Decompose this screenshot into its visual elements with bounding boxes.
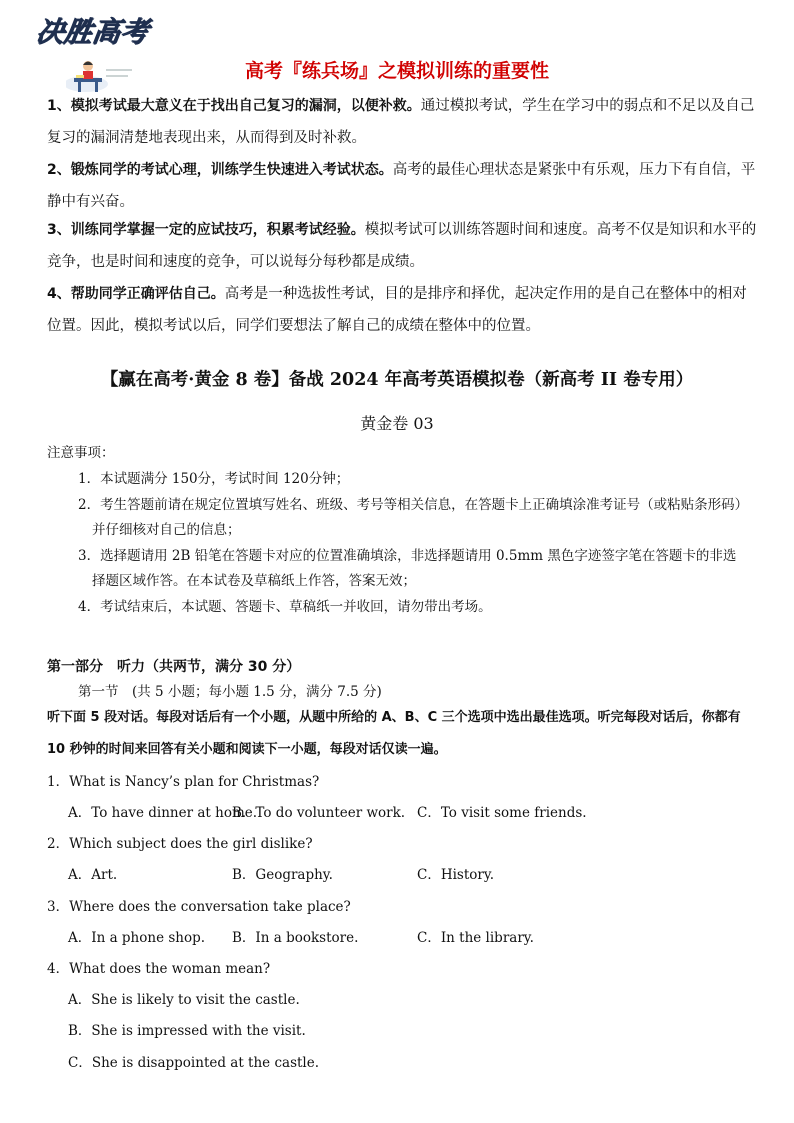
point-2-bold: 2、锻炼同学的考试心理，训练学生快速进入考试状态。: [47, 162, 393, 178]
doc-subtitle: 黄金卷 03: [360, 414, 434, 433]
option-3c: C．In the library.: [417, 930, 534, 946]
logo-text: 决胜高考: [33, 15, 151, 48]
notice-item: 1．本试题满分 150分，考试时间 120分钟；: [78, 471, 350, 487]
option-1a: A．To have dinner at home.: [68, 805, 258, 821]
point-2-text: 高考的最佳心理状态是紧张中有乐观，压力下有自信，平静中有兴奋。: [47, 162, 756, 210]
option-3b: B．In a bookstore.: [232, 930, 359, 946]
point-2: [47, 155, 757, 218]
point-1-bold: 1、模拟考试最大意义在于找出自己复习的漏洞，以便补救。: [47, 98, 421, 114]
listening-instruction: 听下面 5 段对话。每段对话后有一个小题，从题中所给的 A、B、C 三个选项中选出最佳选项。听完每段对话后，你都有 10 秒钟的时间来回答有关小题和阅读下一小题，每段对话仅读一遍。: [47, 710, 741, 757]
point-4: [47, 279, 757, 342]
option-1b: B．To do volunteer work.: [232, 805, 406, 821]
notice-item: 3．选择题请用 2B 铅笔在答题卡对应的位置准确填涂，非选择题请用 0.5mm 黑色字迹签字笔在答题卡的非选择题区域作答。在本试卷及草稿纸上作答，答案无效；: [78, 547, 737, 589]
point-3-text: 模拟考试可以训练答题时间和速度。高考不仅是知识和水平的竞争，也是时间和速度的竞争，可以说每分每秒都是成绩。: [47, 222, 757, 270]
notice-list: [78, 467, 748, 620]
point-3-bold: 3、训练同学掌握一定的应试技巧，积累考试经验。: [47, 222, 365, 238]
option-4a: A．She is likely to visit the castle.: [68, 992, 300, 1008]
question-2: 2．Which subject does the girl dislike?: [47, 836, 313, 852]
option-1c: C．To visit some friends.: [417, 805, 587, 821]
point-4-text: 高考是一种选拔性考试，目的是排序和择优，起决定作用的是自己在整体中的相对位置。因此，模拟考试以后，同学们要想法了解自己的成绩在整体中的位置。: [47, 286, 747, 334]
point-4-bold: 4、帮助同学正确评估自己。: [47, 286, 225, 302]
option-2a: A．Art.: [68, 867, 118, 883]
notice-item: 4．考试结束后，本试题、答题卡、草稿纸一并收回，请勿带出考场。: [78, 598, 492, 615]
option-4c: C．She is disappointed at the castle.: [68, 1055, 320, 1071]
notice-item: 2．考生答题前请在规定位置填写姓名、班级、考号等相关信息，在答题卡上正确填涂准考证号（或粘贴条形码）并仔细核对自己的信息；: [78, 496, 742, 538]
point-1: [47, 91, 757, 154]
option-2b: B．Geography.: [232, 867, 333, 883]
question-3: 3．Where does the conversation take place?: [47, 899, 351, 915]
option-4b: B．She is impressed with the visit.: [68, 1023, 306, 1039]
option-3a: A．In a phone shop.: [68, 930, 206, 946]
doc-title: 【赢在高考·黄金 8 卷】备战 2024 年高考英语模拟卷（新高考 II 卷专用）: [100, 370, 694, 390]
question-4: 4．What does the woman mean?: [47, 961, 271, 977]
section1-heading: 第一节 (共 5 小题；每小题 1.5 分，满分 7.5 分): [78, 684, 382, 700]
point-3: [47, 215, 757, 278]
question-1: 1．What is Nancy’s plan for Christmas?: [47, 774, 320, 790]
option-2c: C．History.: [417, 867, 494, 883]
notice-heading: 注意事项：: [47, 445, 115, 461]
logo: [34, 8, 162, 100]
point-1-text: 通过模拟考试，学生在学习中的弱点和不足以及自己复习的漏洞清楚地表现出来，从而得到及时补救。: [47, 98, 755, 146]
part1-heading: 第一部分 听力（共两节，满分 30 分）: [47, 659, 301, 675]
banner-title: 高考『练兵场』之模拟训练的重要性: [244, 60, 549, 82]
